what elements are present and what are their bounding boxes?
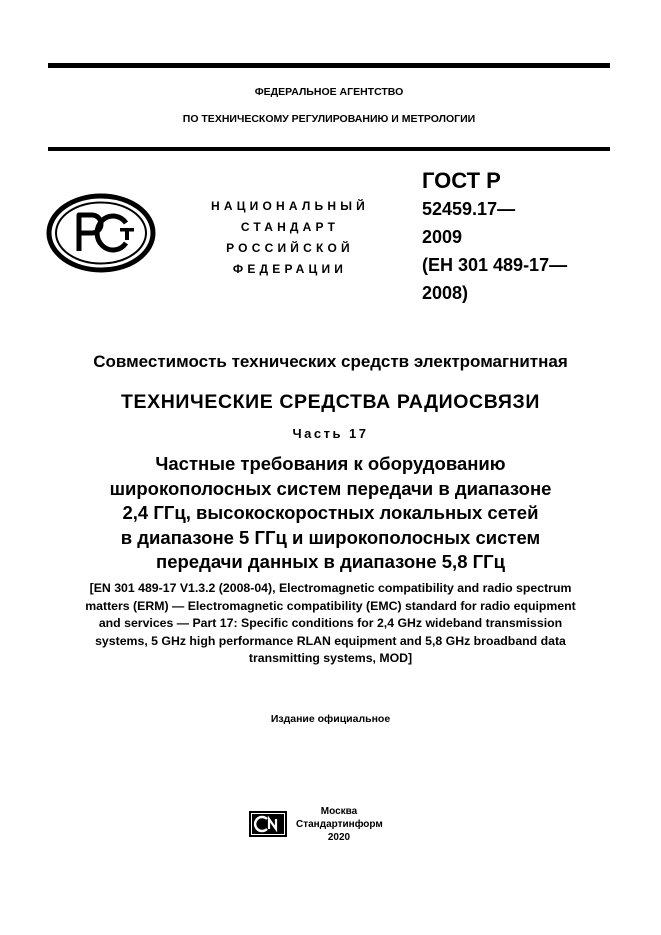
designation-line-4: 2008) bbox=[422, 283, 469, 303]
publisher-city: Москва bbox=[320, 806, 358, 817]
part-label: Часть 17 bbox=[292, 426, 369, 441]
middle-rule bbox=[48, 147, 610, 151]
en-reference-line-5: transmitting systems, MOD] bbox=[248, 651, 413, 665]
publisher-year: 2020 bbox=[327, 832, 351, 843]
natstd-line-2: СТАНДАРТ bbox=[240, 220, 340, 234]
publisher-name: Стандартинформ bbox=[296, 819, 383, 830]
agency-line-1: ФЕДЕРАЛЬНОЕ АГЕНТСТВО bbox=[254, 86, 404, 98]
national-standard-label bbox=[190, 196, 390, 280]
part-title-line-4: в диапазоне 5 ГГц и широкополосных систем bbox=[120, 526, 541, 548]
designation-line-2: 2009 bbox=[422, 227, 463, 247]
top-rule bbox=[48, 63, 610, 68]
natstd-line-3: РОССИЙСКОЙ bbox=[226, 241, 354, 255]
natstd-line-1: НАЦИОНАЛЬНЫЙ bbox=[210, 199, 370, 213]
part-title-line-1: Частные требования к оборудованию bbox=[155, 453, 506, 474]
en-reference-line-2: matters (ERM) — Electromagnetic compatibility (EMC) standard for radio equipment bbox=[85, 598, 576, 613]
en-reference-line-3: and services — Part 17: Specific conditions for 2,4 GHz wideband transmission bbox=[98, 616, 563, 630]
designation-line-1: 52459.17— bbox=[422, 199, 516, 219]
en-reference-line-1: [EN 301 489-17 V1.3.2 (2008-04), Electromagnetic compatibility and radio spectrum bbox=[89, 581, 572, 595]
standartinform-logo-icon bbox=[249, 811, 287, 837]
gost-title: ГОСТ Р bbox=[422, 168, 501, 193]
designation-line-3: (ЕН 301 489-17— bbox=[422, 255, 568, 275]
gost-r-emblem-icon bbox=[46, 193, 156, 273]
part-title-line-5: передачи данных в диапазоне 5,8 ГГц bbox=[156, 551, 505, 572]
edition-label: Издание официальное bbox=[270, 713, 391, 725]
part-title-line-3: 2,4 ГГц, высокоскоростных локальных сетей bbox=[122, 502, 539, 523]
agency-line-2: ПО ТЕХНИЧЕСКОМУ РЕГУЛИРОВАНИЮ И МЕТРОЛОГИИ bbox=[182, 113, 476, 125]
en-reference-line-4: systems, 5 GHz high performance RLAN equipment and 5,8 GHz broadband data bbox=[95, 633, 566, 648]
part-title bbox=[20, 452, 641, 575]
natstd-line-4: ФЕДЕРАЦИИ bbox=[232, 262, 348, 276]
en-reference bbox=[60, 580, 601, 668]
main-title: ТЕХНИЧЕСКИЕ СРЕДСТВА РАДИОСВЯЗИ bbox=[121, 391, 540, 413]
part-title-line-2: широкополосных систем передачи в диапазоне bbox=[109, 477, 552, 499]
standard-designation bbox=[422, 167, 622, 307]
subject-heading: Совместимость технических средств электромагнитная bbox=[93, 352, 568, 371]
publisher bbox=[296, 805, 382, 844]
